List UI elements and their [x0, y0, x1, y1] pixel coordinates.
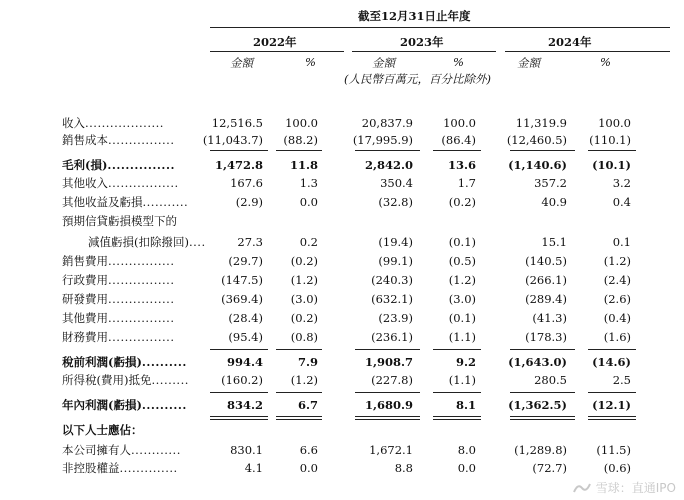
table-cell: (2.6) [603, 292, 631, 306]
row-label [62, 158, 175, 172]
row-leader-dots: .......... [141, 355, 187, 369]
table-cell: 20,837.9 [361, 116, 413, 130]
subtotal-rule [210, 349, 268, 350]
table-cell: (110.1) [589, 133, 631, 147]
row-label-text: 其他收入 [62, 176, 108, 190]
table-cell: 4.1 [244, 461, 263, 475]
table-cell: 15.1 [541, 235, 567, 249]
table-cell: 0.0 [299, 461, 318, 475]
table-cell: 6.7 [297, 398, 318, 412]
row-label [62, 373, 189, 387]
table-cell: (1,289.8) [514, 443, 567, 457]
snowball-logo-icon [572, 481, 592, 495]
table-cell: 0.0 [299, 195, 318, 209]
subtotal-rule [433, 349, 481, 350]
row-label [62, 214, 177, 228]
table-cell: 0.0 [457, 461, 476, 475]
table-cell: 11.8 [289, 158, 318, 172]
watermark-text: 雪球：直通IPO [595, 481, 676, 495]
table-cell: (0.2) [448, 195, 476, 209]
row-leader-dots: ............ [131, 443, 181, 457]
row-label [62, 116, 164, 130]
year-2023-rule [352, 51, 496, 52]
subtotal-rule [588, 150, 636, 151]
period-rule [210, 27, 670, 28]
table-cell: 7.9 [297, 355, 318, 369]
col-amount-2022: 金額 [230, 56, 253, 70]
table-cell: 994.4 [226, 355, 263, 369]
table-cell: 40.9 [541, 195, 567, 209]
table-cell: (11.5) [596, 443, 631, 457]
table-cell: (227.8) [371, 373, 413, 387]
row-leader-dots: ................ [108, 133, 175, 147]
subtotal-rule [276, 392, 322, 393]
row-label-text: 研發費用 [62, 292, 108, 306]
subtotal-rule [276, 416, 322, 417]
table-cell: (632.1) [371, 292, 413, 306]
subtotal-rule [276, 150, 322, 151]
row-leader-dots: ................ [108, 254, 175, 268]
year-2024-rule [505, 51, 670, 52]
double-rule [355, 419, 420, 420]
table-cell: 1.7 [457, 176, 476, 190]
row-label [62, 133, 175, 147]
table-cell: (2.4) [603, 273, 631, 287]
table-cell: 13.6 [447, 158, 476, 172]
table-cell: (1,140.6) [508, 158, 567, 172]
table-cell: (1,362.5) [508, 398, 567, 412]
subtotal-rule [510, 392, 575, 393]
subtotal-rule [433, 416, 481, 417]
table-cell: 27.3 [237, 235, 263, 249]
table-cell: (3.0) [290, 292, 318, 306]
row-label-text: 非控股權益 [62, 461, 120, 475]
subtotal-rule [433, 392, 481, 393]
year-2023-header: 2023年 [400, 35, 444, 49]
table-cell: (1.2) [603, 254, 631, 268]
table-cell: (0.4) [603, 311, 631, 325]
subtotal-rule [276, 349, 322, 350]
table-cell: 0.2 [299, 235, 318, 249]
year-2022-rule [210, 51, 344, 52]
row-label [62, 292, 175, 306]
col-pct-2022: % [305, 55, 316, 69]
table-cell: 0.1 [612, 235, 631, 249]
table-cell: 1,908.7 [364, 355, 413, 369]
subtotal-rule [210, 150, 268, 151]
year-2022-header: 2022年 [253, 35, 297, 49]
table-cell: 100.0 [285, 116, 318, 130]
table-cell: (0.2) [290, 311, 318, 325]
double-rule [433, 419, 481, 420]
row-leader-dots: .............. [119, 461, 178, 475]
table-cell: 100.0 [443, 116, 476, 130]
subtotal-rule [355, 416, 420, 417]
table-cell: 8.8 [394, 461, 413, 475]
row-label-text: 行政費用 [62, 273, 108, 287]
table-cell: (1.1) [448, 330, 476, 344]
table-cell: (32.8) [378, 195, 413, 209]
table-cell: 357.2 [534, 176, 567, 190]
year-2024-header: 2024年 [548, 35, 592, 49]
table-cell: (0.1) [448, 311, 476, 325]
table-cell: 280.5 [534, 373, 567, 387]
table-cell: (1.1) [448, 373, 476, 387]
table-cell: (0.6) [603, 461, 631, 475]
table-cell: (289.4) [525, 292, 567, 306]
table-cell: 100.0 [598, 116, 631, 130]
row-leader-dots: ................ [108, 311, 175, 325]
row-label-text: 所得稅(費用)抵免 [62, 373, 152, 387]
table-cell: 1,672.1 [369, 443, 413, 457]
table-cell: (0.1) [448, 235, 476, 249]
table-cell: (160.2) [221, 373, 263, 387]
table-cell: (10.1) [592, 158, 631, 172]
row-label [62, 195, 188, 209]
double-rule [276, 419, 322, 420]
table-cell: 12,516.5 [211, 116, 263, 130]
row-label-text: 以下人士應佔： [62, 423, 143, 437]
table-cell: 3.2 [612, 176, 631, 190]
subtotal-rule [510, 416, 575, 417]
table-cell: (266.1) [525, 273, 567, 287]
row-label-text: 收入 [62, 116, 85, 130]
row-label-text: 本公司擁有人 [62, 443, 131, 457]
table-cell: 8.1 [455, 398, 476, 412]
row-label [62, 443, 181, 457]
table-cell: (236.1) [371, 330, 413, 344]
table-cell: (369.4) [221, 292, 263, 306]
row-leader-dots: ......... [151, 373, 189, 387]
col-amount-2024: 金額 [517, 56, 540, 70]
row-label [62, 423, 143, 437]
double-rule [510, 419, 575, 420]
subtotal-rule [210, 392, 268, 393]
table-cell: 1,680.9 [364, 398, 413, 412]
table-cell: 1,472.8 [214, 158, 263, 172]
subtotal-rule [355, 349, 420, 350]
table-cell: 167.6 [230, 176, 263, 190]
subtotal-rule [588, 392, 636, 393]
row-leader-dots: ........... [142, 195, 189, 209]
row-leader-dots: ................. [108, 176, 179, 190]
table-cell: (1.2) [290, 273, 318, 287]
row-leader-dots: ............... [107, 158, 175, 172]
subtotal-rule [588, 349, 636, 350]
table-cell: (28.4) [228, 311, 263, 325]
table-cell: (0.2) [290, 254, 318, 268]
row-label [62, 176, 179, 190]
row-label [88, 235, 206, 249]
table-cell: 350.4 [380, 176, 413, 190]
row-label [62, 355, 187, 369]
table-cell: 834.2 [226, 398, 263, 412]
row-label-text: 其他費用 [62, 311, 108, 325]
table-cell: 2.5 [612, 373, 631, 387]
row-leader-dots: .......... [141, 398, 187, 412]
subtotal-rule [510, 349, 575, 350]
row-label-text: 銷售費用 [62, 254, 108, 268]
table-cell: 6.6 [299, 443, 318, 457]
watermark [572, 479, 676, 496]
table-cell: (19.4) [378, 235, 413, 249]
row-label [62, 273, 175, 287]
table-cell: (12.1) [592, 398, 631, 412]
table-cell: (23.9) [378, 311, 413, 325]
table-cell: 1.3 [299, 176, 318, 190]
period-header: 截至12月31日止年度 [358, 9, 471, 23]
subtotal-rule [355, 392, 420, 393]
table-cell: (11,043.7) [202, 133, 263, 147]
row-label-text: 稅前利潤(虧損) [62, 355, 142, 369]
row-label-text: 銷售成本 [62, 133, 108, 147]
double-rule [588, 419, 636, 420]
table-cell: (0.5) [448, 254, 476, 268]
table-cell: 830.1 [230, 443, 263, 457]
row-leader-dots: ................ [108, 292, 175, 306]
subtotal-rule [355, 150, 420, 151]
table-cell: (95.4) [228, 330, 263, 344]
table-cell: (140.5) [525, 254, 567, 268]
table-cell: (29.7) [228, 254, 263, 268]
table-cell: (1.2) [290, 373, 318, 387]
row-leader-dots: ................... [85, 116, 164, 130]
row-leader-dots: ................ [108, 330, 175, 344]
row-leader-dots: .... [188, 235, 206, 249]
row-label [62, 330, 175, 344]
subtotal-rule [588, 416, 636, 417]
col-pct-2024: % [600, 55, 611, 69]
table-cell: (1.2) [448, 273, 476, 287]
row-label-text: 減值虧損(扣除撥回) [88, 235, 189, 249]
table-cell: (0.8) [290, 330, 318, 344]
table-cell: 11,319.9 [515, 116, 567, 130]
subtotal-rule [433, 150, 481, 151]
row-label-text: 財務費用 [62, 330, 108, 344]
subtotal-rule [510, 150, 575, 151]
subtotal-rule [210, 416, 268, 417]
table-cell: 0.4 [612, 195, 631, 209]
table-cell: (88.2) [283, 133, 318, 147]
row-label-text: 其他收益及虧損 [62, 195, 143, 209]
table-cell: (41.3) [532, 311, 567, 325]
table-cell: 8.0 [457, 443, 476, 457]
table-cell: (1.6) [603, 330, 631, 344]
row-label [62, 254, 175, 268]
col-amount-2023: 金額 [372, 56, 395, 70]
row-label-text: 毛利(損) [62, 158, 108, 172]
table-cell: (72.7) [532, 461, 567, 475]
table-cell: (14.6) [592, 355, 631, 369]
table-cell: (147.5) [221, 273, 263, 287]
row-label [62, 311, 175, 325]
row-label [62, 398, 187, 412]
table-cell: (178.3) [525, 330, 567, 344]
row-label-text: 年內利潤(虧損) [62, 398, 142, 412]
row-leader-dots: ................ [108, 273, 175, 287]
table-cell: (86.4) [441, 133, 476, 147]
table-cell: 9.2 [455, 355, 476, 369]
row-label [62, 461, 178, 475]
units-note: (人民幣百萬元，百分比除外) [344, 72, 491, 86]
col-pct-2023: % [453, 55, 464, 69]
table-cell: (17,995.9) [352, 133, 413, 147]
table-cell: (240.3) [371, 273, 413, 287]
table-cell: (99.1) [378, 254, 413, 268]
double-rule [210, 419, 268, 420]
table-cell: 2,842.0 [364, 158, 413, 172]
table-cell: (1,643.0) [508, 355, 567, 369]
table-cell: (3.0) [448, 292, 476, 306]
table-cell: (2.9) [235, 195, 263, 209]
row-label-text: 預期信貸虧損模型下的 [62, 214, 177, 228]
table-cell: (12,460.5) [506, 133, 567, 147]
